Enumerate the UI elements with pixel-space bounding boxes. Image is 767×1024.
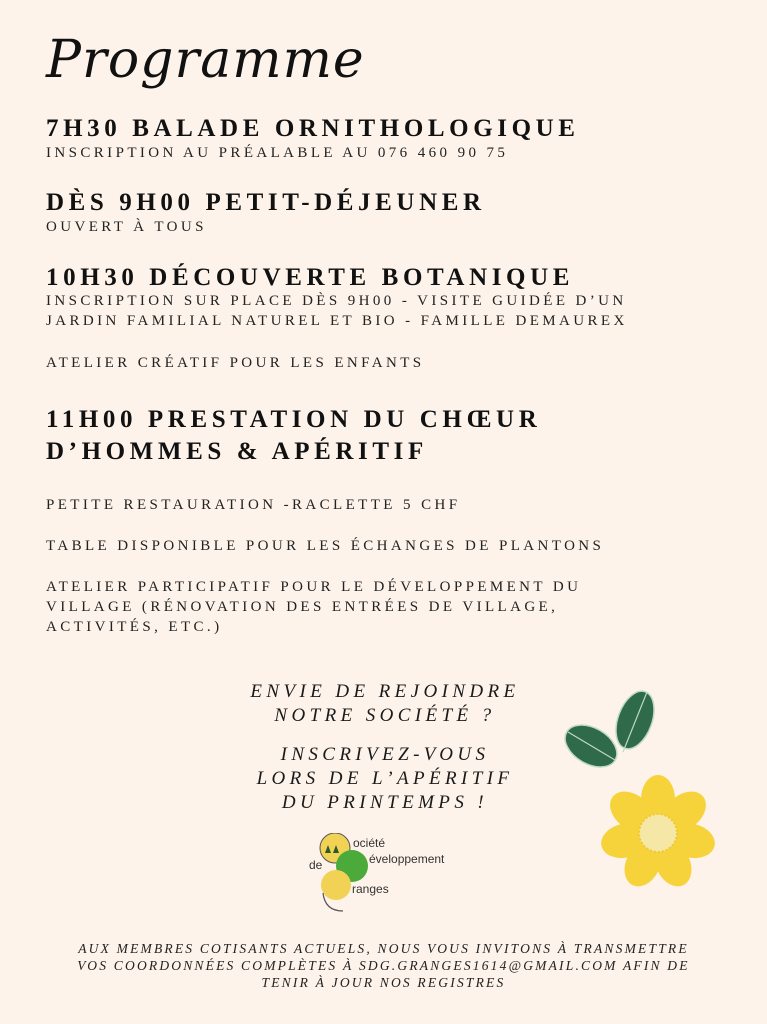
heading-petit-dejeuner: DÈS 9H00 PETIT-DÉJEUNER [46,189,486,216]
sub-botanique-1: INSCRIPTION SUR PLACE DÈS 9H00 - VISITE GUIDÉE D’UN [46,293,627,309]
leaves-flower-decoration [555,680,730,900]
heading-botanique: 10H30 DÉCOUVERTE BOTANIQUE [46,264,575,291]
sdg-logo [305,833,475,913]
extra-plantons: TABLE DISPONIBLE POUR LES ÉCHANGES DE PLANTONS [46,538,605,554]
leaf-icon [558,716,624,775]
leaf-icon-2 [609,686,661,754]
heading-balade: 7H30 BALADE ORNITHOLOGIQUE [46,115,580,142]
sub-petit-dejeuner: OUVERT À TOUS [46,219,207,235]
page-title: Programme [46,30,365,90]
heading-choeur-1: 11H00 PRESTATION DU CHŒUR [46,406,542,433]
logo-text-de: de [309,858,323,872]
logo-text-societe: ociété [353,836,386,850]
extra-atelier-1: ATELIER PARTICIPATIF POUR LE DÉVELOPPEMENT DU [46,579,582,595]
invite-line-1: ENVIE DE REJOINDRE [250,681,520,702]
invite-line-4: LORS DE L’APÉRITIF [256,768,514,789]
logo-text-developpement: éveloppement [369,852,445,866]
sub-balade: INSCRIPTION AU PRÉALABLE AU 076 460 90 75 [46,145,509,161]
invite-line-5: DU PRINTEMPS ! [281,792,489,813]
extra-atelier-2: VILLAGE (RÉNOVATION DES ENTRÉES DE VILLAGE, [46,599,559,615]
invite-line-3: INSCRIVEZ-VOUS [280,744,490,765]
heading-choeur-2: D’HOMMES & APÉRITIF [46,438,428,465]
logo-circles-icon [305,833,475,913]
invite-line-2: NOTRE SOCIÉTÉ ? [274,705,496,726]
extra-atelier-3: ACTIVITÉS, ETC.) [46,619,223,635]
footer-line-3: TENIR À JOUR NOS REGISTRES [261,975,506,990]
extra-restauration: PETITE RESTAURATION -RACLETTE 5 CHF [46,497,461,513]
flower-icon [555,680,730,900]
footer-line-2: VOS COORDONNÉES COMPLÈTES À SDG.GRANGES1614@GMAIL.COM AFIN DE [77,958,690,973]
sub-atelier-enfants: ATELIER CRÉATIF POUR LES ENFANTS [46,355,425,371]
footer-note [14,940,753,991]
logo-text-granges: ranges [352,882,389,896]
sub-botanique-2: JARDIN FAMILIAL NATUREL ET BIO - FAMILLE DEMAUREX [46,313,628,329]
footer-line-1: AUX MEMBRES COTISANTS ACTUELS, NOUS VOUS INVITONS À TRANSMETTRE [78,941,689,956]
